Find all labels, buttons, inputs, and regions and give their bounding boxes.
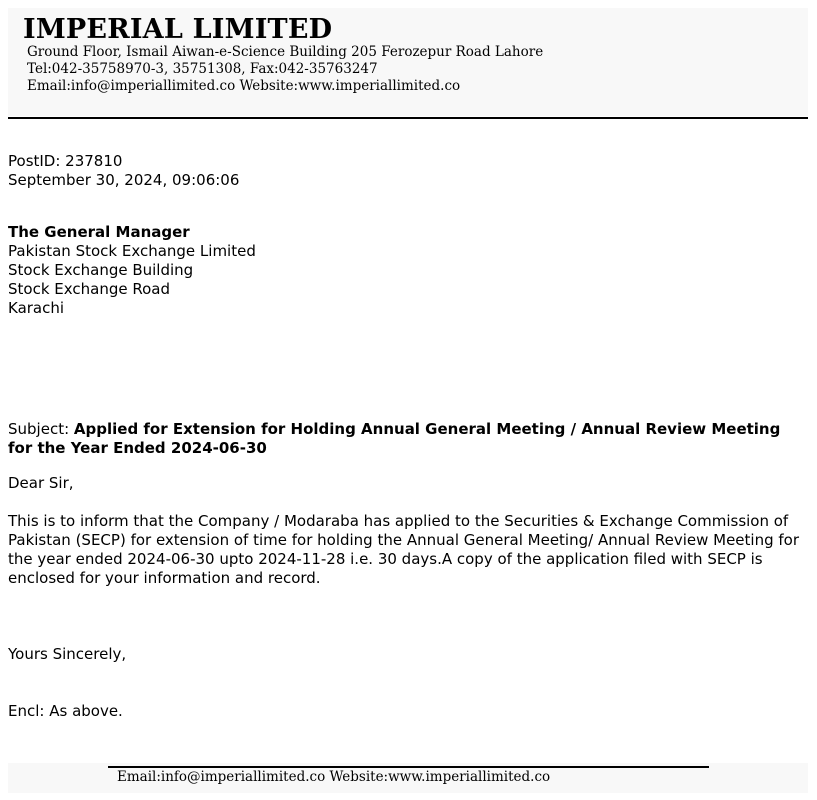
closing: Yours Sincerely, [8, 645, 127, 663]
subject-line [8, 420, 798, 457]
recipient-line: Pakistan Stock Exchange Limited [8, 242, 256, 260]
recipient-line: Stock Exchange Road [8, 280, 170, 298]
enclosure-note: Encl: As above. [8, 702, 123, 720]
company-phone-fax: Tel:042-35758970-3, 35751308, Fax:042-35763247 [27, 61, 378, 77]
recipient-line: Stock Exchange Building [8, 261, 194, 279]
footer-email-website: Email:info@imperiallimited.co Website:www.imperiallimited.co [117, 769, 551, 785]
subject-label: Subject: [8, 420, 74, 438]
recipient-line: Karachi [8, 299, 65, 317]
header-divider [8, 117, 808, 119]
post-id: PostID: 237810 [8, 152, 123, 170]
footer-divider [108, 766, 709, 768]
recipient-title: The General Manager [8, 223, 190, 241]
subject-text: Applied for Extension for Holding Annual General Meeting / Annual Review Meeting for the Year Ended 2024-06-30 [8, 420, 781, 457]
letterhead [8, 8, 808, 116]
body-paragraph: This is to inform that the Company / Modaraba has applied to the Securities & Exchange Commission of Pakistan (SECP) for extension of time for holding the Annual General Meeting/ Annual Review Meeting for the year ended 2024-06-30 upto 2024-11-28 i.e. 30 days.A copy of the application filed with SECP is enclosed for your information and record. [8, 512, 800, 587]
post-datetime: September 30, 2024, 09:06:06 [8, 171, 240, 189]
company-address: Ground Floor, Ismail Aiwan-e-Science Building 205 Ferozepur Road Lahore [27, 44, 544, 60]
company-name: IMPERIAL LIMITED [23, 14, 333, 45]
company-email-website: Email:info@imperiallimited.co Website:www.imperiallimited.co [27, 78, 461, 94]
salutation: Dear Sir, [8, 474, 74, 492]
